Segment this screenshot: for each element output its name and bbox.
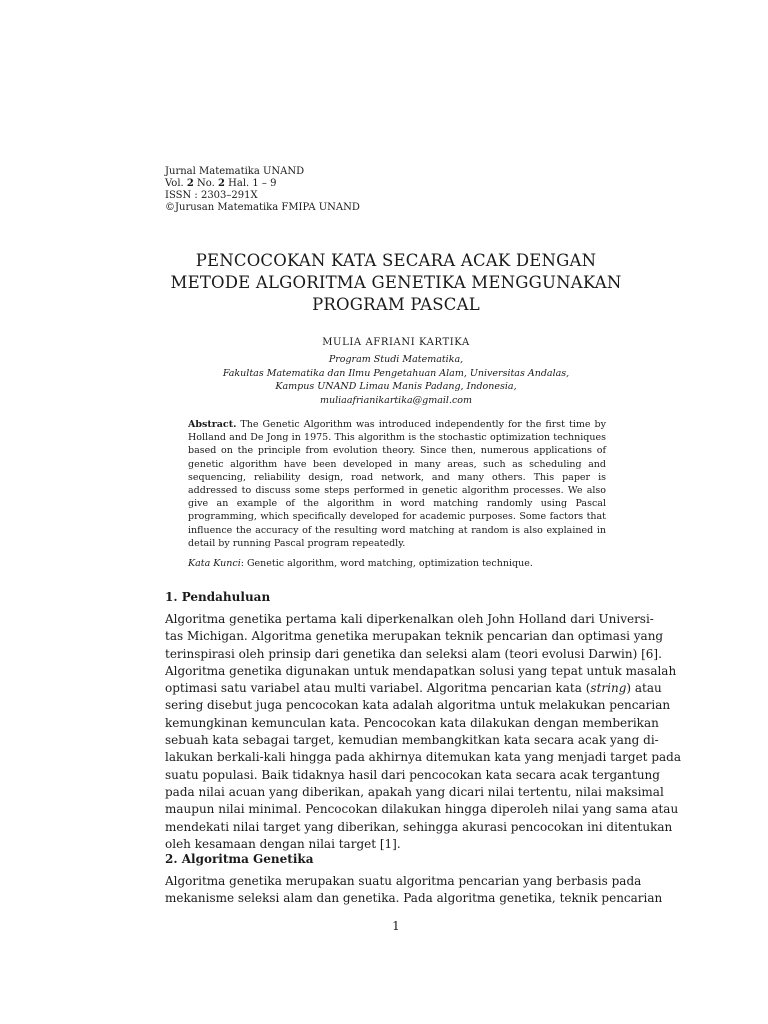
affiliation-line: Fakultas Matematika dan Ilmu Pengetahuan Alam, Universitas Andalas, — [222, 367, 570, 379]
body-line: mekanisme seleksi alam dan genetika. Pada algoritma genetika, teknik pencarian — [165, 891, 663, 906]
keywords — [188, 557, 606, 570]
journal-volume: Vol. 2 No. 2 Hal. 1 – 9 — [165, 178, 277, 189]
section-heading-algoritma-genetika: 2. Algoritma Genetika — [165, 852, 314, 866]
journal-issn: ISSN : 2303–291X — [165, 190, 258, 201]
body-line: optimasi satu variabel atau multi variabel. Algoritma pencarian kata (string) atau — [165, 681, 662, 696]
paper-title — [120, 250, 672, 316]
body-line: kemungkinan kemunculan kata. Pencocokan kata dilakukan dengan memberikan — [165, 715, 659, 730]
abstract — [188, 418, 606, 550]
keywords-text: : Genetic algorithm, word matching, optimization technique. — [240, 558, 533, 569]
body-line: Algoritma genetika digunakan untuk mendapatkan solusi yang tepat untuk masalah — [165, 663, 677, 678]
body-line: Algoritma genetika merupakan suatu algoritma pencarian yang berbasis pada — [165, 874, 642, 888]
body-line: oleh kesamaan dengan nilai target [1]. — [165, 836, 401, 851]
keywords-label: Kata Kunci — [188, 558, 241, 569]
author-email: muliaafrianikartika@gmail.com — [319, 394, 473, 406]
body-line: maupun nilai minimal. Pencocokan dilakukan hingga diperoleh nilai yang sama atau — [165, 802, 679, 817]
title-line: METODE ALGORITMA GENETIKA MENGGUNAKAN — [170, 273, 622, 292]
body-line: Algoritma genetika pertama kali diperkenalkan oleh John Holland dari Universi- — [165, 612, 654, 626]
title-line: PROGRAM PASCAL — [312, 295, 480, 314]
emphasis-string: string — [590, 681, 627, 696]
body-line: mendekati nilai target yang diberikan, sehingga akurasi pencocokan ini ditentukan — [165, 819, 673, 834]
body-line: sering disebut juga pencocokan kata adalah algoritma untuk melakukan pencarian — [165, 698, 671, 713]
author-affiliation — [0, 353, 768, 407]
author-name: MULIA AFRIANI KARTIKA — [322, 337, 470, 348]
journal-copyright: ©Jurusan Matematika FMIPA UNAND — [165, 202, 360, 213]
section-body-pendahuluan — [165, 611, 681, 853]
journal-name: Jurnal Matematika UNAND — [165, 166, 305, 177]
journal-info — [165, 166, 360, 214]
section-body-algoritma-genetika — [165, 873, 663, 908]
page-number: 1 — [392, 919, 400, 933]
body-line: suatu populasi. Baik tidaknya hasil dari pencocokan kata secara acak tergantung — [165, 767, 660, 782]
title-line: PENCOCOKAN KATA SECARA ACAK DENGAN — [195, 251, 597, 270]
body-line: sebuah kata sebagai target, kemudian membangkitkan kata secara acak yang di- — [165, 733, 659, 748]
affiliation-line: Program Studi Matematika, — [328, 354, 464, 365]
section-heading-pendahuluan: 1. Pendahuluan — [165, 590, 271, 604]
abstract-label: Abstract. — [188, 419, 237, 430]
affiliation-line: Kampus UNAND Limau Manis Padang, Indonesia, — [275, 381, 517, 392]
abstract-text: The Genetic Algorithm was introduced independently for the first time by Holland and De Jong in 1975. This algorithm is the stochastic optimization techniques based on the principle from evolution theory. Since then, numerous applications of genetic algorithm have been developed in many areas, such as scheduling and sequencing, reliability design, road network, and many others. This paper is addressed to discuss some steps performed in genetic algorithm processes. We also give an example of the algorithm in word matching randomly using Pascal programming, which specifically developed for academic purposes. Some factors that influence the accuracy of the resulting word matching at random is also explained in detail by running Pascal program repeatedly. — [188, 419, 606, 549]
body-line: lakukan berkali-kali hingga pada akhirnya ditemukan kata yang menjadi target pada — [165, 750, 681, 765]
body-line: tas Michigan. Algoritma genetika merupakan teknik pencarian dan optimasi yang — [165, 629, 664, 644]
body-line: pada nilai acuan yang diberikan, apakah yang dicari nilai tertentu, nilai maksimal — [165, 784, 664, 799]
body-line: terinspirasi oleh prinsip dari genetika dan seleksi alam (teori evolusi Darwin) [6]. — [165, 646, 662, 661]
